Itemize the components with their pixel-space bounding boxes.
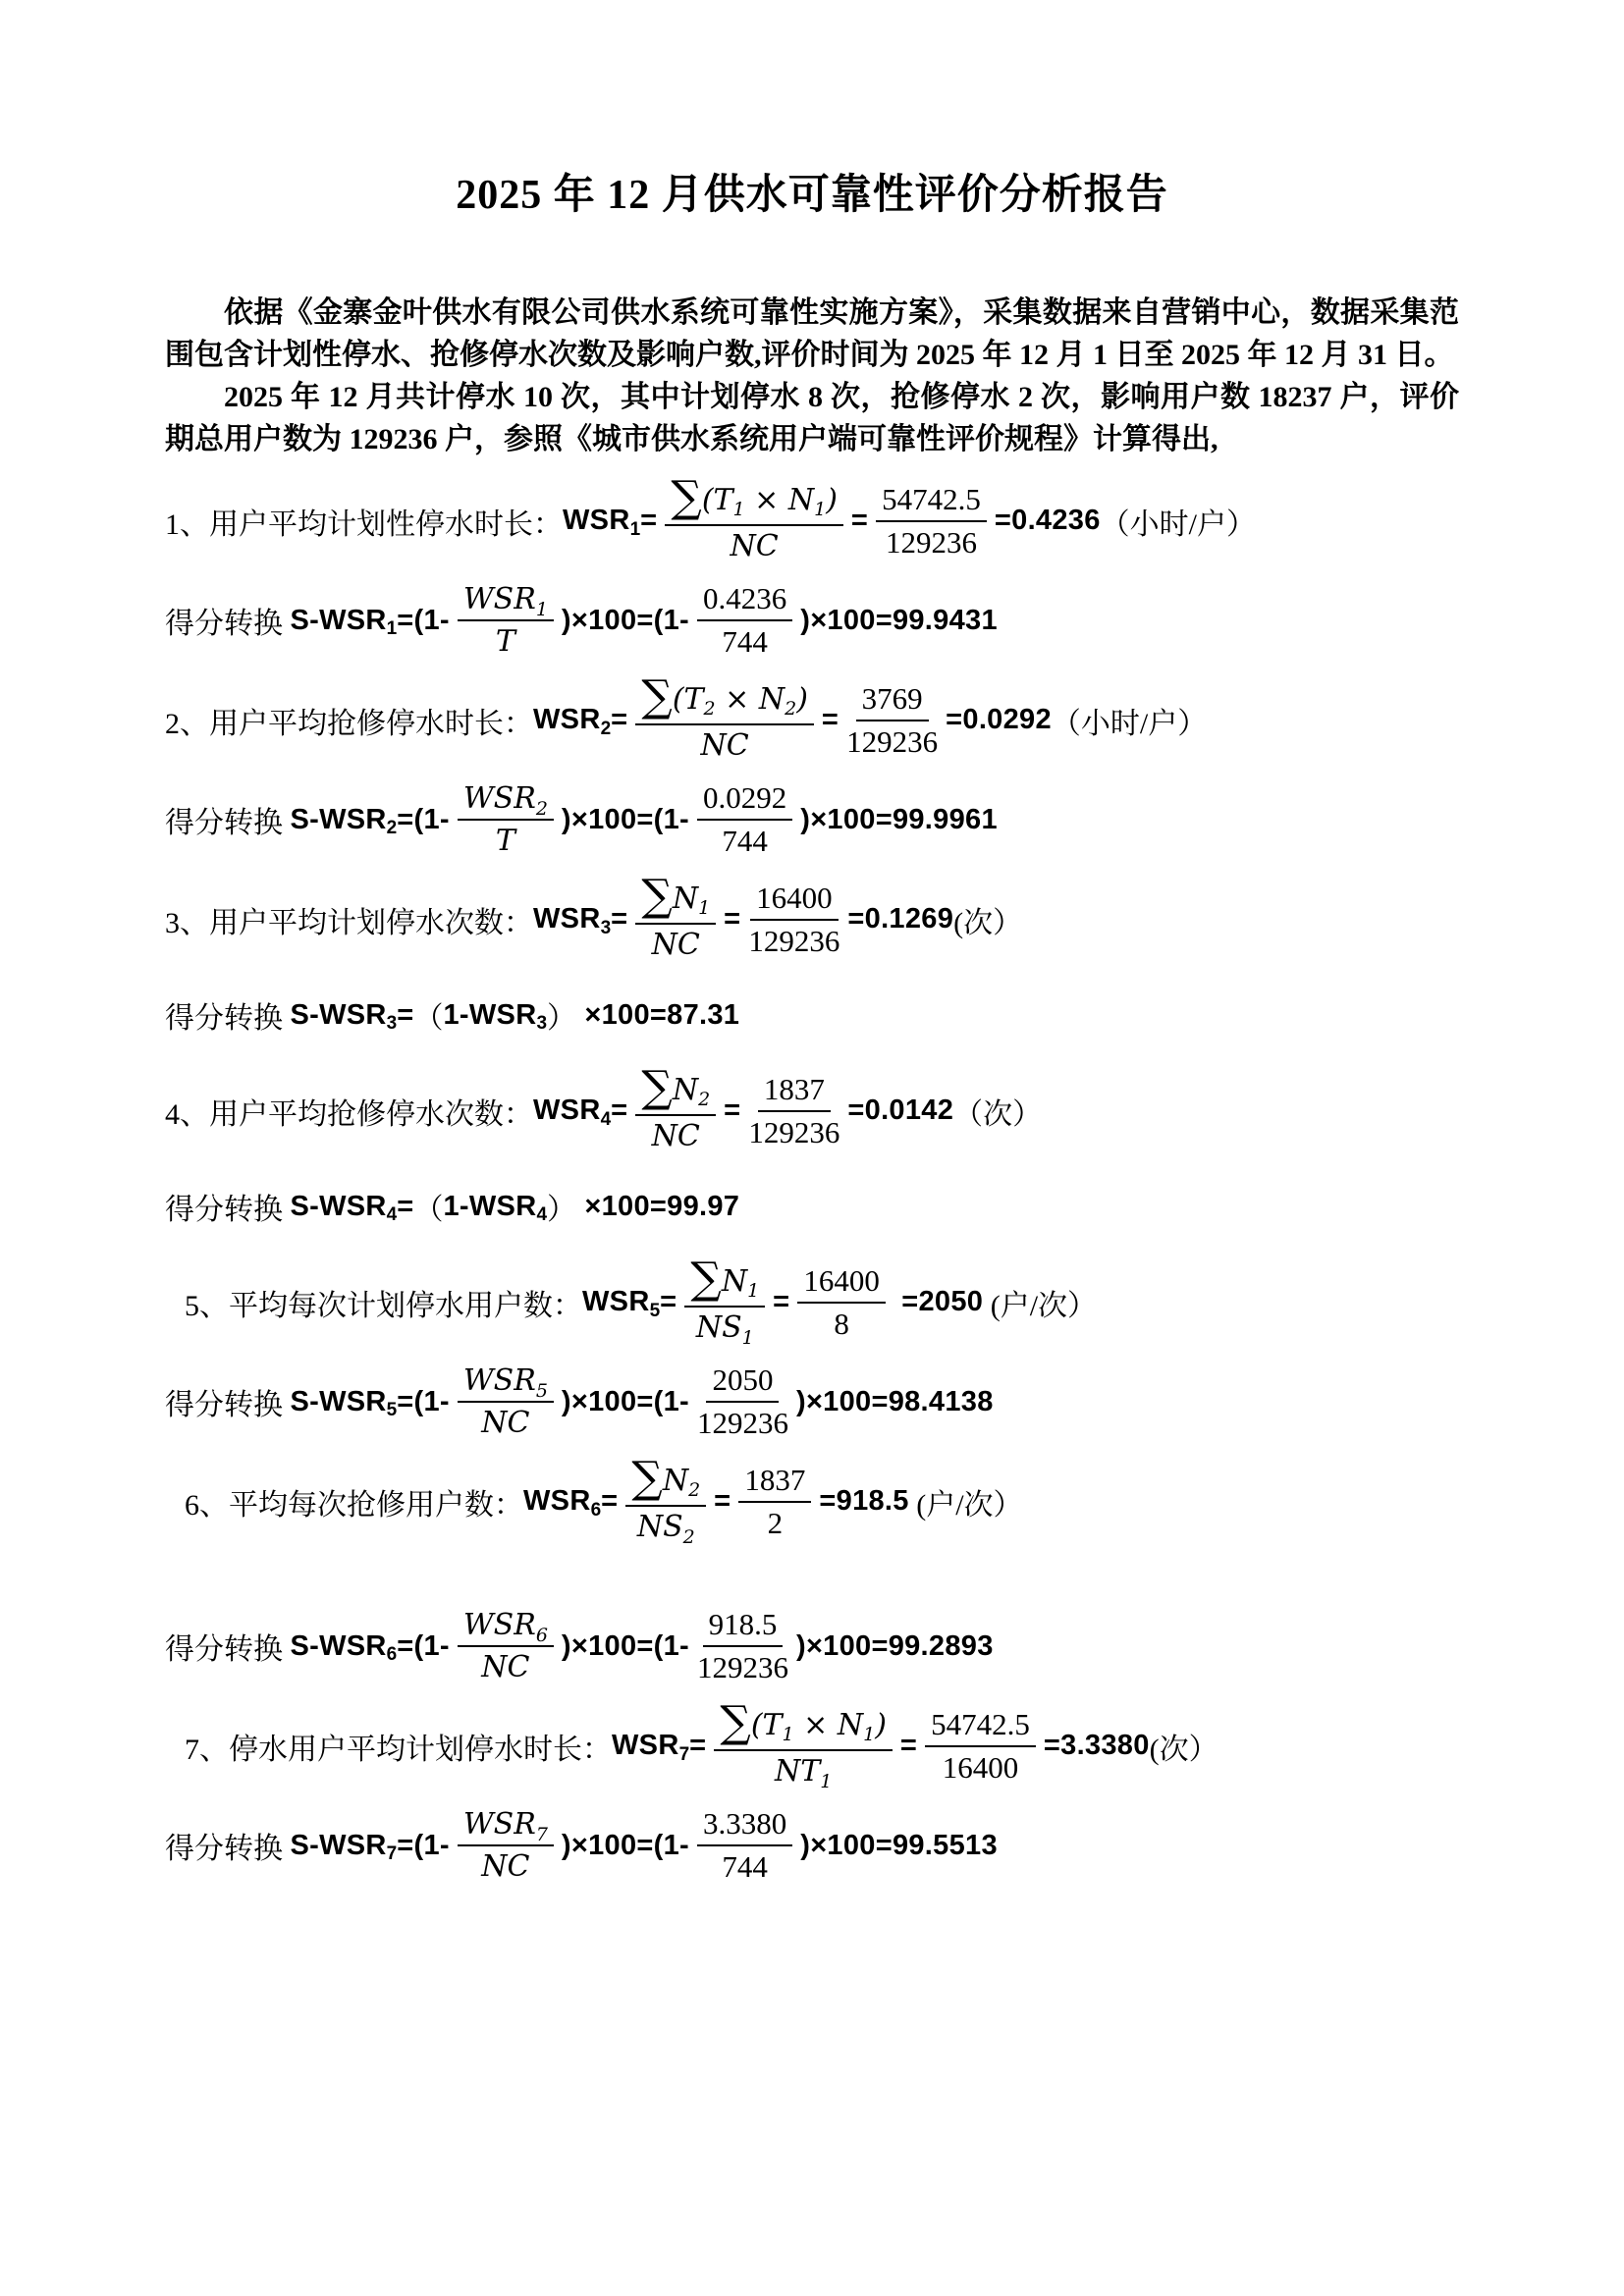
- fraction-numerator: [703, 1607, 784, 1647]
- fraction-denominator: [731, 526, 779, 563]
- item-6-score: [165, 1607, 1459, 1685]
- formula-text: 0.4236: [702, 581, 787, 615]
- fraction-numerator: [458, 1608, 554, 1647]
- formula-text: N: [672, 881, 699, 916]
- formula-text: (T: [701, 482, 733, 517]
- fraction-denominator: [481, 1403, 529, 1440]
- fraction-denominator: [697, 1647, 788, 1685]
- fraction-numerator: [738, 1463, 811, 1503]
- summary-paragraph: 2025 年 12 月共计停水 10 次，其中计划停水 8 次，抢修停水 2 次，影响用户数 18237 户，评价期总用户数为 129236 户，参照《城市供水系统用户端可靠性评价规程》计算得出,: [165, 381, 1459, 455]
- sum-symbol: ∑: [641, 671, 673, 721]
- formula-text: 1: [698, 897, 711, 919]
- formula-text: (次）: [1149, 1733, 1218, 1766]
- fraction: [797, 1263, 886, 1342]
- formula-text: =(1-: [397, 1829, 450, 1861]
- formula-text: NT: [774, 1754, 821, 1789]
- fraction: [697, 1362, 788, 1441]
- fraction-denominator: [943, 1747, 1019, 1786]
- fraction: [635, 1062, 716, 1153]
- formula-text: S-WSR: [290, 604, 387, 636]
- formula-text: (T: [750, 1707, 783, 1742]
- formula-text: 3: [386, 1013, 398, 1034]
- formula-text: 得分转换: [165, 1002, 291, 1035]
- formula-text: 1: [386, 618, 398, 639]
- formula-text: S-WSR: [290, 1385, 387, 1417]
- formula-text: 得分转换: [165, 1194, 291, 1226]
- formula-text: 2: [767, 1505, 784, 1540]
- item-7-score: [165, 1806, 1459, 1885]
- fraction: [635, 671, 814, 763]
- fraction-denominator: [697, 1403, 788, 1441]
- fraction-numerator: [750, 881, 839, 921]
- formula-text: )×100=99.2893: [795, 1629, 994, 1662]
- fraction-numerator: [876, 482, 987, 522]
- item-2-formula: [165, 671, 1459, 763]
- formula-text: 744: [722, 624, 768, 659]
- fraction-numerator: [665, 472, 843, 526]
- formula-text: ）: [547, 1194, 577, 1226]
- fraction-denominator: [886, 522, 977, 561]
- formula-text: 5: [386, 1400, 398, 1420]
- item-1-formula: [165, 472, 1459, 563]
- formula-text: 0.0292: [702, 780, 787, 815]
- formula-text: 1-WSR: [443, 1190, 537, 1222]
- formula-text: )×100=98.4138: [795, 1385, 994, 1417]
- formula-text: WSR: [533, 1095, 601, 1126]
- fraction-numerator: [856, 681, 929, 721]
- sum-symbol: ∑: [690, 1254, 722, 1304]
- formula-text: =: [850, 505, 869, 536]
- formula-text: )×100=(1-: [561, 1829, 689, 1861]
- formula-text: =: [821, 704, 839, 735]
- fraction: [748, 1072, 839, 1150]
- fraction-numerator: [684, 1254, 765, 1308]
- item-4-formula: [165, 1062, 1459, 1153]
- formula-text: 2: [688, 1479, 701, 1501]
- formula-text: T: [495, 624, 515, 659]
- fraction: [876, 482, 987, 561]
- formula-text: （次）: [953, 1097, 1043, 1131]
- formula-text: )×100=99.9431: [800, 604, 998, 636]
- formula-text: 129236: [846, 723, 939, 759]
- formula-text: WSR: [462, 781, 536, 816]
- fraction: [458, 1608, 554, 1684]
- formula-text: 得分转换: [165, 1633, 291, 1666]
- fraction: [697, 1806, 792, 1885]
- formula-text: (次）: [953, 906, 1023, 939]
- formula-text: 1837: [763, 1071, 825, 1106]
- formula-text: =: [611, 1095, 628, 1126]
- fraction-denominator: [774, 1751, 833, 1792]
- formula-text: 得分转换: [165, 807, 291, 839]
- formula-text: 1: [863, 1724, 876, 1745]
- formula-text: 1-WSR: [443, 998, 537, 1031]
- fraction: [748, 881, 839, 959]
- formula-text: WSR: [612, 1730, 679, 1761]
- formula-text: 2: [785, 698, 797, 720]
- formula-text: WSR: [582, 1286, 650, 1317]
- formula-text: (户/次）: [908, 1488, 1023, 1522]
- formula-text: 7: [678, 1743, 690, 1765]
- formula-text: =(1-: [397, 1385, 450, 1417]
- fraction-denominator: [481, 1846, 529, 1884]
- fraction: [846, 681, 938, 760]
- formula-text: 16400: [942, 1749, 1019, 1785]
- fraction-denominator: [496, 621, 515, 659]
- formula-text: 129236: [748, 923, 840, 958]
- fraction: [738, 1463, 811, 1541]
- formula-text: ): [875, 1707, 887, 1742]
- item-3-formula: [165, 871, 1459, 962]
- fraction-numerator: [635, 1062, 716, 1116]
- formula-text: 得分转换: [165, 1389, 291, 1421]
- formula-text: N: [662, 1463, 689, 1498]
- item-2-score: [165, 780, 1459, 859]
- fraction: [665, 472, 843, 563]
- formula-text: 1: [782, 1724, 794, 1745]
- formula-text: 129236: [748, 1114, 840, 1149]
- formula-section: [165, 472, 1459, 1885]
- formula-text: 1: [741, 1326, 754, 1349]
- formula-text: （: [413, 1002, 444, 1035]
- formula-text: 918.5: [708, 1607, 778, 1641]
- formula-text: N: [721, 1263, 748, 1299]
- formula-text: NC: [481, 1406, 530, 1440]
- formula-text: =: [601, 1485, 619, 1517]
- fraction-denominator: [636, 1507, 695, 1548]
- formula-text: =: [660, 1286, 677, 1317]
- fraction-denominator: [834, 1304, 849, 1342]
- fraction-denominator: [748, 921, 839, 959]
- formula-text: 3、用户平均计划停水次数：: [165, 906, 533, 939]
- formula-text: 744: [722, 824, 768, 858]
- fraction: [925, 1707, 1036, 1786]
- fraction-numerator: [758, 1072, 831, 1112]
- fraction-denominator: [652, 925, 700, 962]
- formula-text: × N: [744, 482, 815, 517]
- fraction-numerator: [706, 1362, 779, 1403]
- formula-text: 1: [732, 499, 745, 520]
- formula-text: 2、用户平均抢修停水时长：: [165, 707, 533, 740]
- formula-text: S-WSR: [290, 803, 387, 835]
- fraction-numerator: [697, 780, 792, 821]
- fraction-numerator: [714, 1697, 893, 1751]
- item-7-formula: [165, 1697, 1459, 1792]
- formula-text: 3: [600, 917, 612, 938]
- formula-text: WSR: [533, 903, 601, 934]
- formula-text: 3: [536, 1013, 548, 1034]
- fraction-numerator: [625, 1453, 706, 1507]
- formula-text: 得分转换: [165, 608, 291, 640]
- fraction: [714, 1697, 893, 1792]
- formula-text: S-WSR: [290, 1629, 387, 1662]
- formula-text: WSR: [523, 1485, 591, 1517]
- fraction-numerator: [458, 1363, 554, 1403]
- formula-text: =: [611, 704, 628, 735]
- formula-text: =: [724, 903, 741, 934]
- formula-text: 2: [535, 797, 548, 820]
- formula-text: NC: [651, 928, 700, 962]
- fraction-denominator: [496, 821, 515, 858]
- formula-text: =2050: [893, 1286, 984, 1317]
- formula-text: WSR: [533, 704, 601, 735]
- fraction-numerator: [797, 1263, 886, 1304]
- formula-text: =: [899, 1730, 918, 1761]
- fraction-denominator: [652, 1116, 700, 1153]
- formula-text: 3.3380: [702, 1806, 787, 1841]
- formula-text: )×100=99.5513: [800, 1829, 998, 1861]
- formula-text: =: [714, 1485, 731, 1517]
- formula-text: 2: [386, 818, 398, 838]
- formula-text: 4、用户平均抢修停水次数：: [165, 1097, 533, 1131]
- formula-text: 129236: [886, 524, 978, 560]
- formula-text: 2: [600, 718, 612, 739]
- item-5-formula: [165, 1254, 1459, 1349]
- formula-text: 6: [386, 1644, 398, 1665]
- formula-text: 1837: [744, 1462, 806, 1497]
- formula-text: )×100=99.9961: [800, 803, 998, 835]
- formula-text: （: [413, 1194, 444, 1226]
- fraction-numerator: [458, 582, 554, 621]
- formula-text: =: [724, 1095, 741, 1126]
- sum-symbol: ∑: [720, 1697, 751, 1747]
- formula-text: 1: [629, 518, 641, 540]
- formula-text: =3.3380: [1043, 1730, 1150, 1761]
- formula-text: NS: [636, 1510, 683, 1544]
- formula-text: )×100=(1-: [561, 803, 689, 835]
- formula-text: 5: [649, 1300, 661, 1321]
- fraction-numerator: [697, 1806, 792, 1846]
- formula-text: N: [672, 1072, 699, 1107]
- fraction: [625, 1453, 706, 1548]
- fraction-denominator: [846, 721, 938, 760]
- formula-text: 16400: [756, 880, 833, 915]
- intro-paragraph: 依据《金寨金叶供水有限公司供水系统可靠性实施方案》，采集数据来自营销中心，数据采集范围包含计划性停水、抢修停水次数及影响户数,评价时间为 2025 年 12 月 1 日至 2025 年 12 月 31 日。: [165, 296, 1459, 371]
- fraction: [458, 582, 554, 659]
- fraction: [458, 1807, 554, 1884]
- formula-text: =: [640, 505, 658, 536]
- formula-text: =(1-: [397, 1629, 450, 1662]
- formula-text: （小时/户）: [1051, 707, 1208, 740]
- formula-text: 2050: [712, 1362, 774, 1397]
- formula-text: S-WSR: [290, 1190, 387, 1222]
- item-3-score: [165, 993, 1459, 1037]
- fraction-numerator: [697, 581, 792, 621]
- formula-text: =(1-: [397, 803, 450, 835]
- formula-text: 744: [722, 1849, 768, 1884]
- fraction-numerator: [925, 1707, 1036, 1747]
- formula-text: T: [495, 824, 515, 858]
- formula-text: =: [611, 903, 628, 934]
- formula-text: ×100=87.31: [576, 998, 740, 1031]
- fraction-numerator: [635, 871, 716, 925]
- fraction: [697, 581, 792, 660]
- formula-text: 7、停水用户平均计划停水时长：: [185, 1733, 612, 1766]
- fraction-numerator: [458, 781, 554, 821]
- document-title: 2025 年 12 月供水可靠性评价分析报告: [456, 173, 1168, 218]
- item-5-score: [165, 1362, 1459, 1441]
- formula-text: 5: [535, 1379, 548, 1402]
- formula-text: 1: [820, 1770, 833, 1792]
- formula-text: 7: [386, 1843, 398, 1864]
- fraction-denominator: [722, 1846, 768, 1885]
- formula-text: WSR: [563, 505, 630, 536]
- formula-text: =0.1269: [847, 903, 954, 934]
- formula-text: 1: [535, 598, 548, 620]
- formula-text: 6、平均每次抢修用户数：: [185, 1488, 523, 1522]
- formula-text: =0.0292: [946, 704, 1052, 735]
- fraction-denominator: [722, 821, 768, 859]
- fraction: [684, 1254, 765, 1349]
- formula-text: ): [796, 681, 808, 717]
- formula-text: =918.5: [819, 1485, 909, 1517]
- formula-text: 54742.5: [882, 481, 981, 516]
- formula-text: =0.0142: [847, 1095, 954, 1126]
- formula-text: 7: [535, 1823, 548, 1845]
- formula-text: )×100=(1-: [561, 1629, 689, 1662]
- fraction-numerator: [635, 671, 814, 725]
- sum-symbol: ∑: [641, 1062, 673, 1112]
- formula-text: 129236: [696, 1650, 788, 1684]
- formula-text: WSR: [462, 1363, 536, 1398]
- formula-text: 16400: [803, 1262, 880, 1298]
- formula-text: =: [689, 1730, 707, 1761]
- fraction-denominator: [481, 1647, 529, 1684]
- formula-text: )×100=(1-: [561, 604, 689, 636]
- formula-text: =: [773, 1286, 790, 1317]
- formula-text: ×100=99.97: [576, 1190, 740, 1222]
- formula-text: WSR: [462, 1608, 536, 1642]
- formula-text: )×100=(1-: [561, 1385, 689, 1417]
- formula-text: ): [826, 482, 838, 517]
- formula-text: WSR: [462, 1807, 536, 1842]
- fraction: [458, 1363, 554, 1440]
- formula-text: NC: [700, 728, 749, 763]
- fraction: [635, 871, 716, 962]
- formula-text: 得分转换: [165, 1833, 291, 1865]
- formula-text: 4: [536, 1204, 548, 1225]
- item-4-score: [165, 1185, 1459, 1228]
- fraction-denominator: [748, 1112, 839, 1150]
- formula-text: NC: [730, 529, 779, 563]
- fraction: [458, 781, 554, 858]
- formula-text: 2: [682, 1525, 695, 1548]
- formula-text: 1: [814, 499, 827, 520]
- formula-text: 129236: [696, 1406, 788, 1440]
- formula-text: S-WSR: [290, 998, 387, 1031]
- formula-text: 1、用户平均计划性停水时长：: [165, 507, 563, 541]
- formula-text: (户/次）: [983, 1289, 1098, 1322]
- formula-text: NC: [651, 1119, 700, 1153]
- formula-text: 1: [747, 1280, 760, 1302]
- formula-text: 2: [698, 1089, 711, 1110]
- fraction: [697, 1607, 788, 1685]
- sum-symbol: ∑: [631, 1453, 663, 1503]
- formula-text: 4: [600, 1108, 612, 1130]
- formula-text: 6: [535, 1624, 548, 1646]
- formula-text: NC: [481, 1849, 530, 1884]
- formula-text: × N: [715, 681, 785, 717]
- fraction: [697, 780, 792, 859]
- fraction-denominator: [695, 1308, 754, 1349]
- formula-text: × N: [793, 1707, 864, 1742]
- formula-text: =: [397, 998, 414, 1031]
- formula-text: =(1-: [397, 604, 450, 636]
- fraction-denominator: [701, 725, 749, 763]
- formula-text: （小时/户）: [1100, 507, 1256, 541]
- formula-text: NC: [481, 1650, 530, 1684]
- item-6-formula: [165, 1453, 1459, 1548]
- formula-text: 5、平均每次计划停水用户数：: [185, 1289, 582, 1322]
- formula-text: =0.4236: [994, 505, 1101, 536]
- formula-text: 6: [590, 1499, 602, 1521]
- sum-symbol: ∑: [671, 472, 702, 522]
- fraction-denominator: [768, 1503, 784, 1541]
- fraction-denominator: [722, 621, 768, 660]
- formula-text: 8: [834, 1306, 849, 1341]
- item-1-score: [165, 581, 1459, 660]
- formula-text: =: [397, 1190, 414, 1222]
- formula-text: (T: [672, 681, 704, 717]
- formula-text: NS: [695, 1310, 742, 1345]
- formula-text: 3769: [861, 680, 923, 716]
- formula-text: S-WSR: [290, 1829, 387, 1861]
- formula-text: 2: [703, 698, 716, 720]
- sum-symbol: ∑: [641, 871, 673, 921]
- fraction-numerator: [458, 1807, 554, 1846]
- formula-text: ）: [547, 1002, 577, 1035]
- formula-text: 4: [386, 1204, 398, 1225]
- formula-text: WSR: [462, 582, 536, 616]
- formula-text: 54742.5: [931, 1706, 1030, 1741]
